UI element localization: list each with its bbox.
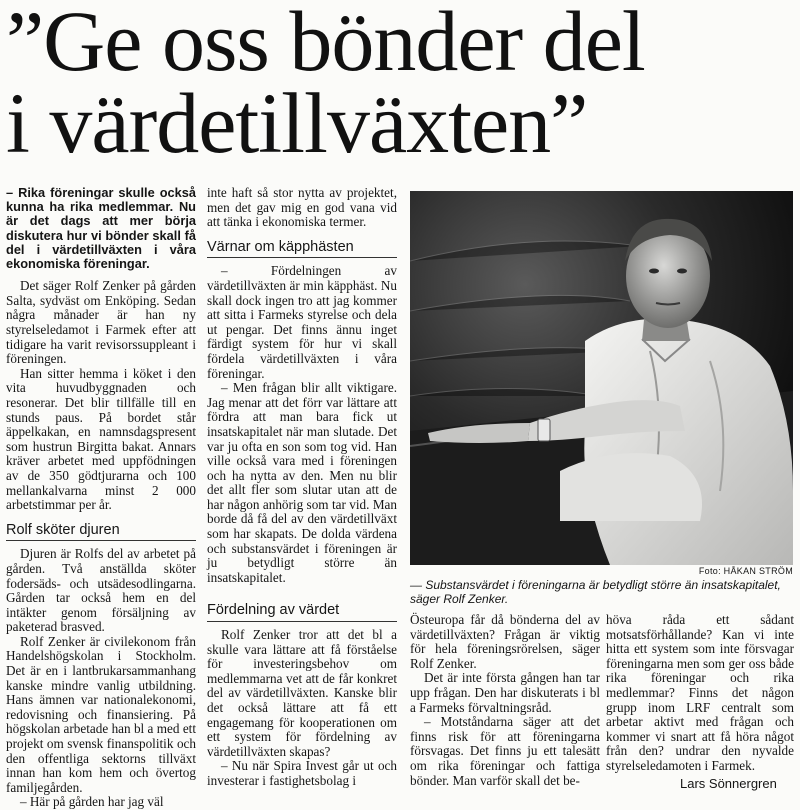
body-paragraph: – Motståndarna säger att det finns risk för att föreningarna försvagas. Det finns ju ett talesätt om rika föreningar och fattiga bönder. Man varför skall det be- (410, 714, 600, 788)
portrait-illustration (410, 191, 793, 565)
body-paragraph: – Fördelningen av värdetillväxten är min käpphäst. Nu skall dock ingen tro att jag kommer att sitta i Farmeks styrelse och dela ut pengar. Det finns ännu inget färdigt system för hur vi skall fördela värdetillväxten i våra föreningar. (207, 263, 397, 381)
author-signature: Lars Sönnergren (680, 776, 777, 791)
body-paragraph: Han sitter hemma i köket i den vita huvudbyggnaden och resonerar. Det blir tillfälle till en stunds paus. På bordet står äppelkakan, en namnsdagspresent som hustrun Birgitta bakat. Annars kräver arbetet med uppfödningen av de 350 gödtjurarna och 100 mellankalvarna minst 2 000 arbetstimmar per år. (6, 365, 196, 513)
body-paragraph: – Här på gården har jag väl (20, 794, 164, 810)
body-paragraph: Det säger Rolf Zenker på gården Salta, sydväst om Enköping. Sedan några månader är han ny styrelseledamot i Farmek efter att tidigare ha varit revisorssuppleant i föreningen. (6, 278, 196, 367)
body-paragraph: Rolf Zenker är civilekonom från Handelshögskolan i Stockholm. Det är en i lantbrukarsammanhang kanske mindre vanlig utbildning. Hans ämnen var nationalekonomi, redovisning och finansiering. På högskolan arbetade han bl a med ett projekt om svensk finanspolitik och den offentliga sektorns tillväxt innan han kom hem och övertog familjegården. (6, 633, 196, 795)
lead-paragraph: – Rika föreningar skulle också kunna ha rika medlemmar. Nu är det dags att mer börja diskutera hur vi bönder skall få del i värdetillväxten i våra ekonomiska föreningar. (6, 185, 196, 272)
body-paragraph: höva råda ett sådant motsatsförhållande? Kan vi inte hitta ett system som inte försvagar föreningarna men som ger oss både rika föreningar och rika medlemmar? Finns det någon grupp inom LRF centralt som arbetar aktivt med frågan och kommer vi snart att få höra något från den? undrar den nyvalde styrelseledamoten i Farmek. (606, 612, 794, 773)
body-paragraph: Djuren är Rolfs del av arbetet på gården. Två anställda sköter fodersäds- och utsädesodlingarna. Gården tar också hem en del intäkter genom försäljning av paketerad brasved. (6, 546, 196, 635)
subheading: Fördelning av värdet (207, 603, 397, 622)
photo-credit: Foto: HÅKAN STRÖM (698, 566, 793, 576)
article-column-2 (207, 186, 397, 789)
body-paragraph: inte haft så stor nytta av projektet, men det gav mig en god vana vid att tänka i ekonomiska termer. (207, 185, 397, 230)
headline-line-2: i värdetillväxten” (6, 75, 588, 171)
photo-caption: — Substansvärdet i föreningarna är betydligt större än insatskapitalet, säger Rolf Zenker. (410, 578, 781, 606)
subheading: Rolf sköter djuren (6, 523, 196, 542)
body-paragraph: – Nu när Spira Invest går ut och investerar i fastighetsbolag i (207, 758, 397, 788)
portrait-photo (410, 191, 793, 565)
body-paragraph: – Men frågan blir allt viktigare. Jag menar att det förr var lättare att fördra att man bara fick ut insatskapitalet när man slutade. Det var ju ofta en son som tog vid. Han ville också vara med i föreningen och ha nytta av den. Men nu blir det allt fler som slutar utan att de har någon anhörig som tar vid. Man borde då få del av den värdetillväxt som har skapats. De dolda värdena och substansvärdet i föreningen är ju betydligt större än insatskapitalet. (207, 380, 397, 585)
article-column-1 (6, 186, 196, 810)
headline (6, 0, 796, 171)
body-paragraph: Östeuropa får då bönderna del av värdetillväxten? Frågan är viktig för hela föreningsrörelsen, säger Rolf Zenker. (410, 612, 600, 671)
body-paragraph: Det är inte första gången han tar upp frågan. Den har diskuterats i bl a Farmeks förvaltningsråd. (410, 670, 600, 715)
headline-line-1: ”Ge oss bönder del (6, 0, 645, 89)
article-column-3 (410, 613, 600, 788)
article-column-4 (606, 613, 794, 774)
body-paragraph: Rolf Zenker tror att det bl a skulle vara lättare att få förståelse för investeringsbehov om medlemmarna vet att de får konkret del av värdetillväxten. Kanske blir det också lättare att få ett engagemang för kooperationen om ett system för fördelning av värdetillväxten skapas? (207, 627, 397, 759)
subheading: Värnar om käpphästen (207, 240, 397, 259)
